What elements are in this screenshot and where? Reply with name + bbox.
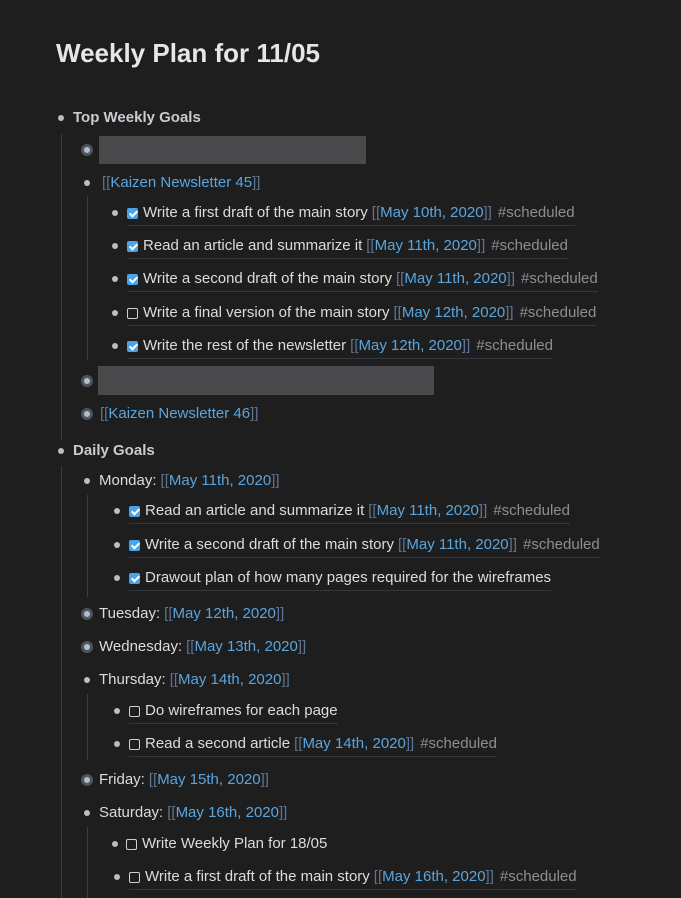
link-bracket-close: ]] [271,472,280,489]
link-bracket-open: [[ [393,304,402,321]
task-row[interactable] [129,732,497,757]
task-row[interactable] [127,334,553,359]
link-bracket-close: ]] [275,605,285,622]
tag-scheduled[interactable]: #scheduled [497,204,575,221]
day-label: Friday: [99,771,145,788]
bullet[interactable] [84,677,90,683]
link-bracket-open: [[ [148,771,158,788]
task-text: Write a first draft of the main story [143,204,368,221]
redacted-block [99,136,366,164]
bullet[interactable] [112,210,118,216]
guide-line [87,495,88,597]
link-bracket-open: [[ [164,605,173,622]
day-label: Wednesday: [99,638,183,655]
block-monday[interactable] [99,469,280,493]
checkbox[interactable] [127,274,138,285]
task-text: Read a second article [145,735,291,752]
task-text: Write a first draft of the main story [145,868,370,885]
bullet[interactable] [84,180,90,186]
task-text: Write a second draft of the main story [143,270,393,287]
bullet[interactable] [112,343,118,349]
checkbox[interactable] [129,540,140,551]
link-bracket-close: ]] [297,638,307,655]
bullet[interactable] [84,378,90,384]
task-row[interactable] [129,699,338,724]
checkbox[interactable] [127,341,138,352]
link-bracket-open: [[ [294,735,303,752]
bullet[interactable] [84,810,90,816]
date-link[interactable]: May 14th, 2020 [178,671,282,688]
block-newsletter-46[interactable] [100,402,258,426]
link-bracket-close: ]] [476,237,486,254]
block-daily-goals[interactable] [73,439,155,463]
task-text: Write a second draft of the main story [145,536,395,553]
task-text: Read an article and summarize it [143,237,363,254]
page-link-newsletter-45[interactable]: Kaizen Newsletter 45 [110,174,253,191]
bullet[interactable] [112,243,118,249]
link-bracket-open: [[ [373,868,383,885]
day-label: Monday: [99,472,157,489]
link-bracket-open: [[ [102,174,111,191]
link-bracket-close: ]] [260,771,269,788]
task-row[interactable] [126,832,327,856]
day-label: Thursday: [99,671,166,688]
date-link[interactable]: May 14th, 2020 [302,735,406,752]
checkbox[interactable] [129,739,140,750]
bullet[interactable] [112,841,118,847]
checkbox[interactable] [126,839,137,850]
link-bracket-open: [[ [368,502,377,519]
block-saturday[interactable] [99,801,287,825]
link-bracket-close: ]] [485,868,494,885]
date-link[interactable]: May 15th, 2020 [157,771,261,788]
guide-line [61,466,62,898]
link-bracket-close: ]] [278,804,288,821]
date-link[interactable]: May 11th, 2020 [374,237,477,254]
tag-scheduled[interactable]: #scheduled [519,304,597,321]
date-link[interactable]: May 11th, 2020 [168,472,272,489]
guide-line [87,196,88,360]
link-bracket-close: ]] [483,204,492,221]
bullet[interactable] [84,777,90,783]
date-link[interactable]: May 11th, 2020 [404,270,507,287]
link-bracket-open: [[ [396,270,405,287]
bullet[interactable] [114,542,120,548]
link-bracket-open: [[ [160,472,169,489]
bullet[interactable] [84,611,90,617]
date-link[interactable]: May 13th, 2020 [194,638,298,655]
task-row[interactable] [129,865,577,890]
bullet[interactable] [58,448,64,454]
task-text: Write the rest of the newsletter [143,337,347,354]
link-bracket-close: ]] [405,735,415,752]
link-bracket-close: ]] [281,671,290,688]
link-bracket-open: [[ [350,337,359,354]
task-row[interactable] [127,201,575,226]
link-bracket-close: ]] [478,502,488,519]
link-bracket-close: ]] [250,405,259,422]
tag-scheduled[interactable]: #scheduled [491,237,568,254]
guide-line [61,134,62,440]
checkbox[interactable] [127,208,138,219]
block-wednesday[interactable] [99,635,306,659]
task-text: Do wireframes for each page [145,702,338,719]
checkbox[interactable] [127,241,138,252]
bullet[interactable] [114,874,120,880]
guide-line [87,827,88,898]
link-bracket-open: [[ [169,671,179,688]
page-title[interactable]: Weekly Plan for 11/05 [56,38,320,68]
date-link[interactable]: May 12th, 2020 [358,337,462,354]
heading-daily-goals: Daily Goals [73,442,155,459]
task-row[interactable] [129,499,570,524]
date-link[interactable]: May 10th, 2020 [380,204,484,221]
block-tuesday[interactable] [99,602,284,626]
task-row[interactable] [127,234,568,259]
block-thursday[interactable] [99,668,290,692]
bullet[interactable] [114,741,120,747]
date-link[interactable]: May 12th, 2020 [172,605,276,622]
date-link[interactable]: May 11th, 2020 [406,536,509,553]
tag-scheduled[interactable]: #scheduled [499,868,577,885]
checkbox[interactable] [129,706,140,717]
tag-scheduled[interactable]: #scheduled [523,536,600,553]
bullet[interactable] [84,411,90,417]
bullet[interactable] [114,508,120,514]
link-bracket-close: ]] [505,304,514,321]
bullet[interactable] [84,478,90,484]
link-bracket-close: ]] [506,270,515,287]
task-text: Write Weekly Plan for 18/05 [142,835,328,852]
tag-scheduled[interactable]: #scheduled [420,735,497,752]
guide-line [87,694,88,760]
block-newsletter-45[interactable] [102,171,260,195]
date-link[interactable]: May 11th, 2020 [376,502,479,519]
bullet[interactable] [112,310,118,316]
bullet[interactable] [84,147,90,153]
bullet[interactable] [114,575,120,581]
task-row[interactable] [129,566,551,591]
link-bracket-close: ]] [508,536,517,553]
link-bracket-open: [[ [167,804,176,821]
redacted-block [98,366,434,395]
task-text: Read an article and summarize it [145,502,365,519]
tag-scheduled[interactable]: #scheduled [476,337,553,354]
block-friday[interactable] [99,768,269,792]
checkbox[interactable] [129,573,140,584]
bullet[interactable] [112,276,118,282]
link-bracket-close: ]] [252,174,261,191]
task-text: Drawout plan of how many pages required for the wireframes [145,569,552,586]
link-bracket-open: [[ [100,405,109,422]
checkbox[interactable] [127,308,138,319]
checkbox[interactable] [129,506,140,517]
bullet[interactable] [114,708,120,714]
heading-top-weekly-goals: Top Weekly Goals [73,109,201,126]
bullet[interactable] [58,115,64,121]
date-link[interactable]: May 16th, 2020 [382,868,486,885]
day-label: Saturday: [99,804,164,821]
link-bracket-open: [[ [186,638,195,655]
link-bracket-open: [[ [371,204,381,221]
task-row[interactable] [129,533,600,558]
task-row[interactable] [127,301,596,326]
tag-scheduled[interactable]: #scheduled [493,502,570,519]
link-bracket-close: ]] [461,337,471,354]
task-row[interactable] [127,267,598,292]
page-link-newsletter-46[interactable]: Kaizen Newsletter 46 [108,405,251,422]
tag-scheduled[interactable]: #scheduled [521,270,598,287]
link-bracket-open: [[ [398,536,407,553]
link-bracket-open: [[ [366,237,375,254]
date-link[interactable]: May 16th, 2020 [175,804,279,821]
date-link[interactable]: May 12th, 2020 [401,304,506,321]
bullet[interactable] [84,644,90,650]
checkbox[interactable] [129,872,140,883]
block-top-weekly-goals[interactable] [73,106,201,130]
task-text: Write a final version of the main story [143,304,390,321]
day-label: Tuesday: [99,605,161,622]
